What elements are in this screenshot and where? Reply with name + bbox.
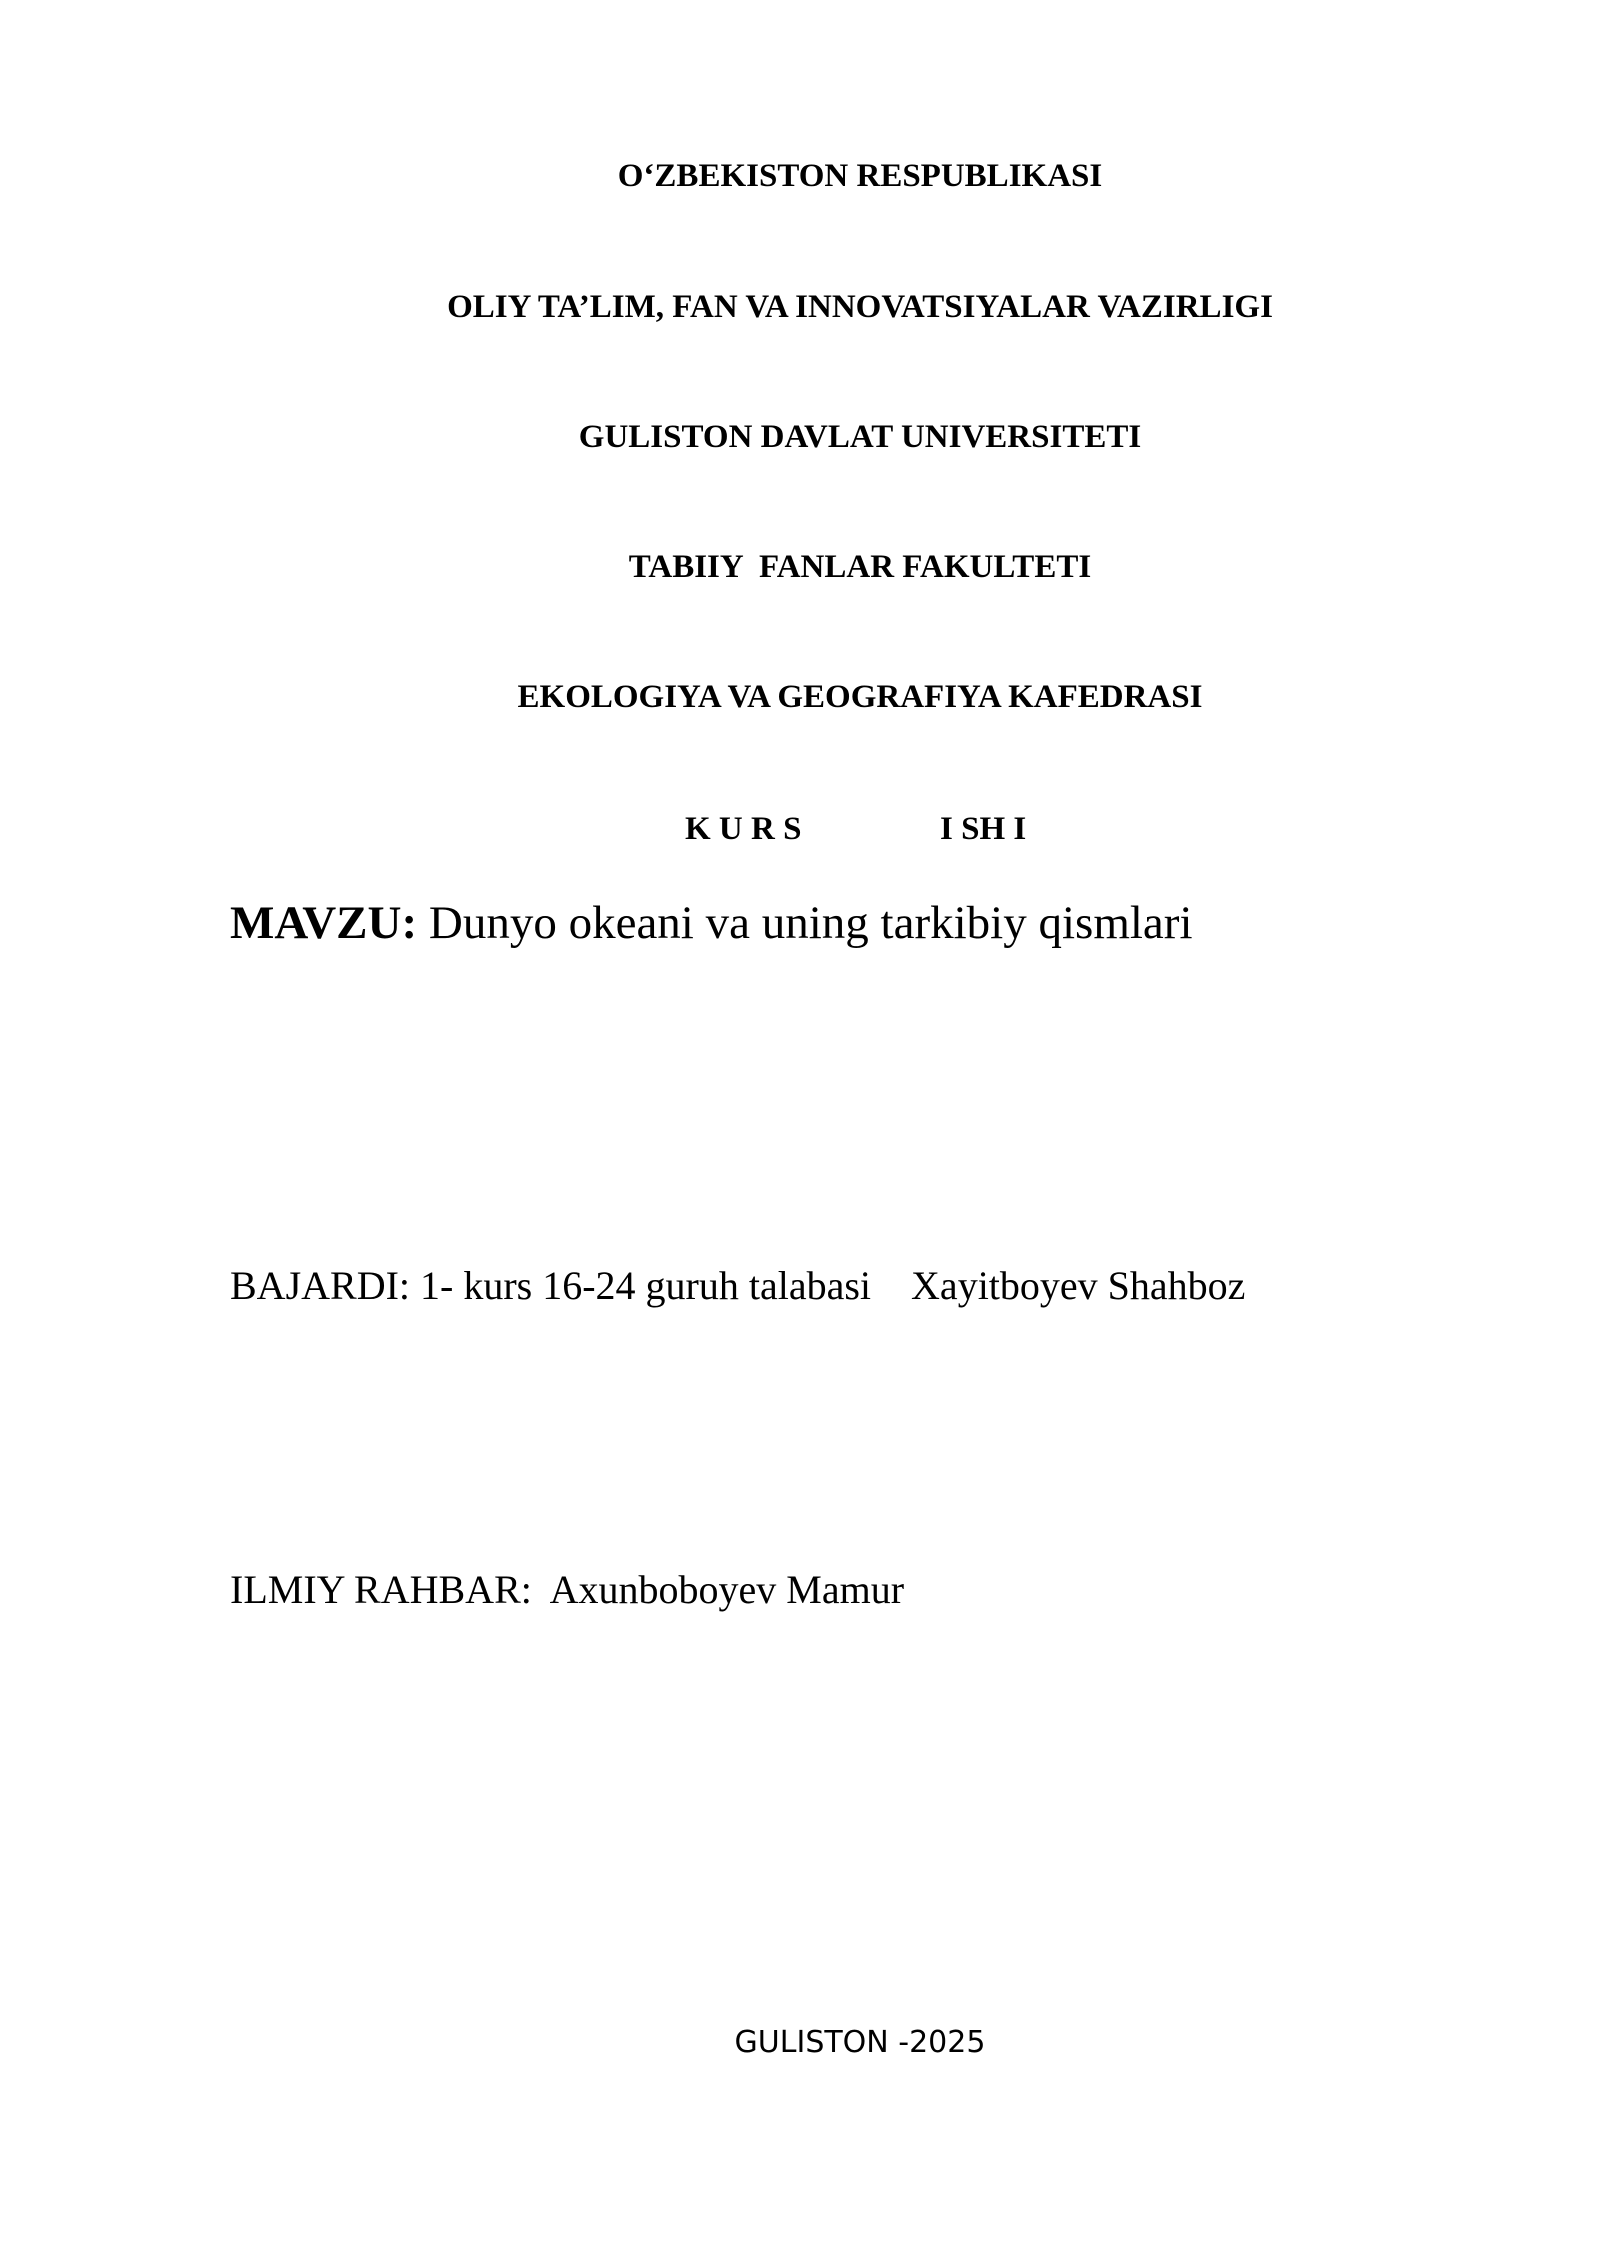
author-label: BAJARDI:	[230, 1263, 411, 1308]
author-details: 1- kurs 16-24 guruh talabasi	[420, 1263, 872, 1308]
author-name: Xayitboyev Shahboz	[911, 1263, 1246, 1308]
ministry-heading: OLIY TA’LIM, FAN VA INNOVATSIYALAR VAZIRLIGI	[447, 289, 1273, 325]
supervisor-name: Axunboboyev Mamur	[549, 1567, 905, 1612]
department-heading: EKOLOGIYA VA GEOGRAFIYA KAFEDRASI	[517, 679, 1203, 715]
university-heading: GULISTON DAVLAT UNIVERSITETI	[578, 419, 1142, 455]
supervisor-label: ILMIY RAHBAR:	[230, 1567, 532, 1612]
author-line	[230, 1262, 1245, 1310]
faculty-heading: TABIIY FANLAR FAKULTETI	[628, 549, 1092, 585]
topic-value: Dunyo okeani va uning tarkibiy qismlari	[428, 897, 1193, 949]
topic-label: MAVZU:	[230, 897, 418, 949]
work-type-word-2: I SH I	[940, 811, 1027, 847]
supervisor-line	[230, 1566, 904, 1614]
country-heading: O‘ZBEKISTON RESPUBLIKASI	[617, 158, 1103, 194]
topic-line	[230, 895, 1193, 951]
place-year: GULISTON -2025	[734, 2025, 986, 2060]
work-type-word-1: K U R S	[685, 811, 802, 847]
